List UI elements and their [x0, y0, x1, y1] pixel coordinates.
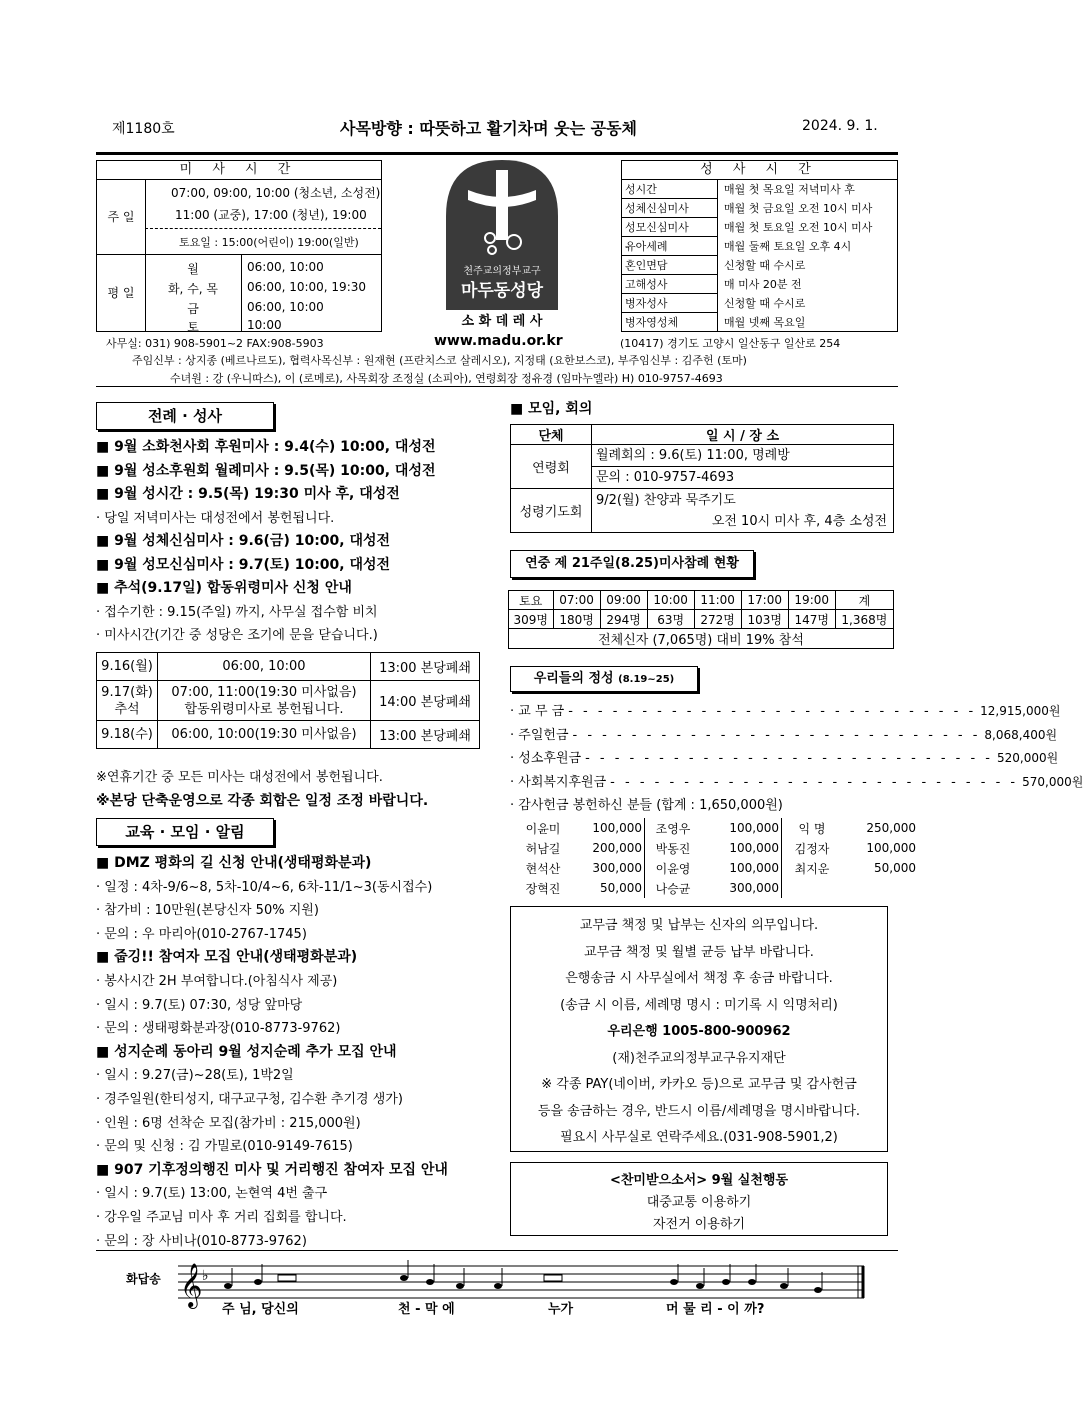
patron-saint: 소 화 데 레 사	[461, 314, 543, 329]
donor-name: 박동진	[655, 841, 691, 856]
notice-line: 필요시 사무실로 연락주세요.(031-908-5901,2)	[560, 1130, 838, 1145]
attendance-head: 11:00	[694, 591, 741, 610]
psalm-lyric-3: 누가	[548, 1302, 574, 1317]
church-address: (10417) 경기도 고양시 일산동구 일산로 254	[620, 337, 841, 350]
offering-list	[510, 700, 1083, 794]
donor-name: 나승균	[655, 881, 691, 896]
meetings-head-schedule: 일 시 / 장 소	[592, 425, 894, 445]
chuseok-mass-table	[96, 652, 480, 749]
offering-dashes: - - - - - - - - - - - - - - - - - - - - - - - - - - - -	[610, 774, 1019, 790]
list-item: · 문의 : 장 사비나(010-8773-9762)	[96, 1233, 307, 1249]
attendance-head-row	[509, 591, 894, 610]
footer-rule	[96, 1250, 898, 1251]
weekday-day-2: 화, 수, 목	[167, 282, 219, 296]
offering-row	[510, 724, 1058, 748]
sacrament-desc: 매 미사 20분 전	[724, 278, 802, 291]
notice-line: (송금 시 이름, 세례명 명시 : 미기록 시 익명처리)	[560, 997, 838, 1013]
donor-name: 최지운	[794, 861, 830, 876]
psalm-label: 화답송	[126, 1272, 161, 1286]
list-item: · 일시 : 9.27(금)~28(토), 1박2일	[96, 1068, 294, 1084]
donor-amount: 100,000	[570, 818, 645, 838]
chuseok-close: 13:00 본당폐쇄	[371, 721, 480, 749]
sacrament-name: 성체신심미사	[622, 199, 718, 218]
laudato-si-action-1: 대중교통 이용하기	[646, 1195, 752, 1210]
donor-table	[516, 818, 918, 898]
attendance-value: 294명	[600, 610, 647, 629]
meetings-table	[510, 424, 894, 533]
list-item: · 일시 : 9.7(토) 07:30, 성당 앞마당	[96, 997, 303, 1013]
psalm-lyric-4: 머 물 리 - 이 까?	[666, 1302, 765, 1317]
contact-rule	[96, 386, 898, 387]
sacrament-row	[622, 180, 897, 199]
attendance-table	[508, 590, 894, 649]
sacrament-desc: 매월 첫 목요일 저녁미사 후	[724, 183, 855, 196]
donor-amount: 100,000	[701, 838, 782, 858]
donor-name: 이윤영	[655, 861, 691, 876]
donor-amount: 200,000	[570, 838, 645, 858]
donor-amount: 50,000	[570, 878, 645, 898]
donor-amount: 50,000	[874, 861, 916, 875]
chuseok-day: 9.17(화) 추석	[97, 681, 158, 721]
notice-line: 우리은행 1005-800-900962	[607, 1024, 791, 1039]
thanks-offering-line: · 감사헌금 봉헌하신 분들 (합계 : 1,650,000원)	[510, 798, 783, 813]
meetings-title: ■ 모임, 회의	[510, 401, 593, 417]
meeting-1-line-2: 문의 : 010-9757-4693	[596, 470, 735, 485]
liturgy-section-heading: 전례 · 성사	[96, 402, 274, 430]
list-item: ■ 성지순례 동아리 9월 성지순례 추가 모집 안내	[96, 1043, 397, 1060]
table-row	[97, 653, 480, 681]
attendance-total-row	[509, 629, 894, 649]
weekday-day-1: 월	[187, 262, 199, 276]
weekday-label: 평 일	[97, 254, 146, 332]
donor-name: 조영우	[655, 821, 691, 836]
list-item: · 미사시간(기간 중 성당은 조기에 문을 닫습니다.)	[96, 628, 378, 643]
offering-dashes: - - - - - - - - - - - - - - - - - - - - - - - - - - - -	[572, 727, 981, 743]
website-link[interactable]: www.madu.or.kr	[434, 333, 563, 349]
list-item: · 참가비 : 10만원(본당신자 50% 지원)	[96, 903, 319, 919]
notice-line: 등을 송금하는 경우, 반드시 이름/세례명을 명시바랍니다.	[537, 1103, 861, 1119]
donor-name: 김정자	[794, 841, 830, 856]
list-item: · 당일 저녁미사는 대성전에서 봉헌됩니다.	[96, 510, 335, 526]
donor-name: 장혁진	[525, 881, 561, 896]
weekday-time-1: 06:00, 10:00	[247, 260, 324, 274]
sacrament-desc: 매월 첫 금요일 오전 10시 미사	[724, 202, 873, 215]
mass-times-title: 미 사 시 간	[97, 161, 381, 180]
liturgy-items	[96, 436, 496, 648]
chuseok-mass-time: 07:00, 11:00(19:30 미사없음)	[171, 684, 357, 700]
donor-name: 현석산	[525, 861, 561, 876]
donor-amount: 300,000	[701, 878, 782, 898]
chuseok-mass-time: 06:00, 10:00	[222, 659, 306, 674]
chuseok-mass	[158, 721, 371, 749]
offering-amount: 520,000원	[996, 751, 1059, 765]
chuseok-day: 9.16(월)	[97, 653, 158, 681]
sunday-line-2: 11:00 (교중), 17:00 (청년), 19:00	[175, 208, 367, 222]
chuseok-close: 14:00 본당폐쇄	[371, 681, 480, 721]
sacrament-name: 성모신심미사	[622, 218, 718, 237]
donor-name: 이윤미	[525, 821, 561, 836]
attendance-value: 147명	[788, 610, 835, 629]
sisters-line: 수녀원 : 강 (우니따스), 이 (로메로), 사목회장 조정실 (소피아), 연령회장 정유경 (임마누엘라) H) 010-9757-4693	[170, 372, 723, 385]
meeting-1-line-1: 월례회의 : 9.6(토) 11:00, 명례방	[592, 445, 893, 467]
laudato-si-box	[510, 1162, 888, 1236]
weekday-time-4: 10:00	[247, 318, 282, 332]
church-logo	[446, 160, 558, 310]
attendance-value: 309명	[509, 610, 554, 629]
list-item: · 인원 : 6명 선착순 모집(참가비 : 215,000원)	[96, 1115, 361, 1131]
offering-name: · 성소후원금	[510, 751, 582, 766]
sunday-label: 주 일	[97, 180, 146, 255]
list-item: ■ 9월 성소후원회 월례미사 : 9.5(목) 10:00, 대성전	[96, 462, 436, 479]
meeting-group-1: 연령회	[511, 445, 592, 489]
education-section-heading: 교육 · 모임 · 알림	[96, 818, 274, 846]
attendance-head: 07:00	[553, 591, 600, 610]
priests-line: 주임신부 : 상지종 (베르나르도), 협력사목신부 : 원재현 (프란치스코 살레시오), 지정태 (요한보스코), 부주임신부 : 김주헌 (토마)	[132, 354, 747, 367]
table-row	[516, 818, 918, 838]
list-item: · 접수기한 : 9.15(주일) 까지, 사무실 접수함 비치	[96, 604, 378, 620]
list-item: ■ 9월 소화천사회 후원미사 : 9.4(수) 10:00, 대성전	[96, 439, 436, 455]
weekday-day-3: 금	[187, 302, 199, 316]
table-row	[97, 681, 480, 721]
donor-name: 허남길	[525, 841, 561, 856]
attendance-value: 103명	[741, 610, 788, 629]
offering-period: (8.19~25)	[618, 674, 675, 685]
laudato-si-action-2: 자전거 이용하기	[652, 1217, 746, 1232]
notice-line: 교무금 책정 및 월별 균등 납부 바랍니다.	[584, 944, 814, 960]
donor-amount: 300,000	[570, 858, 645, 878]
sacrament-desc: 신청할 때 수시로	[724, 297, 806, 310]
attendance-value-row	[509, 610, 894, 629]
list-item: ■ 추석(9.17일) 합동위령미사 신청 안내	[96, 580, 352, 596]
sacrament-row	[622, 294, 897, 313]
attendance-head: 계	[835, 591, 893, 610]
offering-row	[510, 771, 1083, 795]
sacrament-rows	[622, 180, 897, 332]
list-item: · 봉사시간 2H 부여합니다.(아침식사 제공)	[96, 973, 338, 989]
chuseok-mass-note: 합동위령미사로 봉헌됩니다.	[184, 701, 344, 717]
list-item: · 문의 : 우 마리아(010-2767-1745)	[96, 926, 307, 942]
offering-row	[510, 700, 1061, 724]
list-item: ■ 9월 성체신심미사 : 9.6(금) 10:00, 대성전	[96, 533, 391, 549]
attendance-value: 63명	[647, 610, 694, 629]
list-item: ■ DMZ 평화의 길 신청 안내(생태평화분과)	[96, 855, 372, 871]
table-row	[516, 858, 918, 878]
weekday-time-2: 06:00, 10:00, 19:30	[247, 280, 367, 294]
notice-line: (재)천주교의정부교구유지재단	[612, 1050, 786, 1066]
sacrament-title: 성 사 시 간	[622, 161, 897, 180]
sacrament-desc: 매월 둘째 토요일 오후 4시	[724, 240, 852, 253]
sacrament-desc: 신청할 때 수시로	[724, 259, 806, 272]
sacrament-name: 병자영성체	[622, 313, 718, 332]
list-item: ■ 907 기후정의행진 미사 및 거리행진 참여자 모집 안내	[96, 1161, 448, 1178]
offering-dashes: - - - - - - - - - - - - - - - - - - - - - - - - - - - -	[568, 704, 977, 719]
saturday-line: 토요일 : 15:00(어린이) 19:00(일반)	[179, 236, 359, 249]
attendance-value: 1,368명	[835, 610, 893, 629]
meeting-group-2: 성령기도회	[511, 489, 592, 533]
offering-row	[510, 747, 1059, 771]
issue-date: 2024. 9. 1.	[802, 118, 878, 134]
sacrament-name: 유아세례	[622, 237, 718, 256]
attendance-head: 17:00	[741, 591, 788, 610]
donor-amount: 250,000	[866, 821, 916, 835]
chuseok-mass-time: 06:00, 10:00(19:30 미사없음)	[171, 727, 357, 742]
sacrament-row	[622, 313, 897, 332]
meeting-note: ※본당 단축운영으로 각종 회합은 일정 조정 바랍니다.	[96, 793, 429, 809]
sacrament-row	[622, 237, 897, 256]
table-row	[516, 838, 918, 858]
offering-dashes: - - - - - - - - - - - - - - - - - - - - - - - - - - - -	[585, 751, 993, 766]
list-item: ■ 줍깅!! 참여자 모집 안내(생태평화분과)	[96, 949, 358, 966]
sunday-line-1: 07:00, 09:00, 10:00 (청소년, 소성전)	[171, 186, 381, 200]
chuseok-close: 13:00 본당폐쇄	[371, 653, 480, 681]
chuseok-mass	[158, 681, 371, 721]
weekday-day-4: 토	[187, 320, 199, 334]
donor-name	[782, 878, 843, 898]
sacrament-row	[622, 218, 897, 237]
list-item: · 문의 : 생태평화분과장(010-8773-9762)	[96, 1021, 341, 1037]
list-item: ■ 9월 성시간 : 9.5(목) 19:30 미사 후, 대성전	[96, 486, 400, 502]
list-item: · 강우일 주교님 미사 후 거리 집회를 합니다.	[96, 1209, 347, 1225]
donor-amount: 100,000	[701, 818, 782, 838]
meeting-2-line-1: 9/2(월) 찬양과 묵주기도	[596, 492, 736, 508]
donor-name: 익 명	[798, 821, 826, 836]
laudato-si-title: <찬미받으소서> 9월 실천행동	[609, 1173, 789, 1188]
diocese-name: 천주교의정부교구	[463, 266, 541, 277]
attendance-head: 19:00	[788, 591, 835, 610]
notice-line: 교무금 책정 및 납부는 신자의 의무입니다.	[579, 918, 819, 933]
offering-amount: 8,068,400원	[984, 727, 1058, 742]
sacrament-name: 고해성사	[622, 275, 718, 294]
psalm-lyric-2: 천 - 막 에	[398, 1302, 455, 1317]
notice-line: ※ 각종 PAY(네이버, 카카오 등)으로 교무금 및 감사헌금	[541, 1077, 857, 1092]
offering-heading	[510, 666, 698, 692]
sacrament-name: 혼인면담	[622, 256, 718, 275]
svg-text:♭: ♭	[202, 1268, 209, 1284]
mass-times-box	[96, 160, 382, 332]
attendance-total: 전체신자 (7,065명) 대비 19% 참석	[509, 629, 894, 649]
notice-line: 은행송금 시 사무실에서 책정 후 송금 바랍니다.	[565, 971, 833, 986]
attendance-value: 180명	[553, 610, 600, 629]
table-row	[97, 721, 480, 749]
sacrament-name: 성시간	[622, 180, 718, 199]
sacrament-row	[622, 256, 897, 275]
education-items	[96, 852, 506, 1253]
offering-name: · 사회복지후원금	[510, 774, 607, 790]
sacrament-times-box	[621, 160, 898, 332]
attendance-value: 272명	[694, 610, 741, 629]
donor-amount: 100,000	[866, 841, 916, 855]
attendance-head: 09:00	[600, 591, 647, 610]
attendance-heading: 연중 제 21주일(8.25)미사참례 현황	[510, 550, 754, 578]
psalm-lyric-1: 주 님, 당신의	[222, 1302, 299, 1317]
issue-number: 제1180호	[112, 121, 175, 137]
list-item: ■ 9월 성모신심미사 : 9.7(토) 10:00, 대성전	[96, 556, 391, 573]
sacrament-row	[622, 199, 897, 218]
chuseok-mass	[158, 653, 371, 681]
table-row	[516, 878, 918, 898]
attendance-head: 10:00	[647, 591, 694, 610]
offering-name: · 주일헌금	[510, 727, 569, 743]
offering-amount: 12,915,000원	[980, 704, 1061, 718]
attendance-head: 토요	[509, 591, 554, 610]
offering-amount: 570,000원	[1022, 774, 1083, 789]
sacrament-name: 병자성사	[622, 294, 718, 313]
donor-amount	[842, 878, 918, 898]
chuseok-day: 9.18(수)	[97, 721, 158, 749]
meeting-2-line-2: 오전 10시 미사 후, 4층 소성전	[711, 513, 887, 529]
list-item: · 일시 : 9.7(토) 13:00, 논현역 4번 출구	[96, 1186, 328, 1202]
meetings-head-group: 단체	[511, 425, 592, 445]
list-item: · 문의 및 신청 : 김 가밀로(010-9149-7615)	[96, 1139, 353, 1155]
donor-amount: 100,000	[701, 858, 782, 878]
offering-title: 우리들의 정성	[533, 671, 614, 686]
sacrament-desc: 매월 첫 토요일 오전 10시 미사	[724, 221, 873, 234]
holiday-note: ※연휴기간 중 모든 미사는 대성전에서 봉헌됩니다.	[96, 770, 383, 785]
header-rule	[96, 152, 898, 155]
contribution-notice	[510, 906, 888, 1152]
svg-text:𝄞: 𝄞	[180, 1263, 203, 1307]
pastoral-motto: 사목방향 : 따뜻하고 활기차며 웃는 공동체	[340, 119, 638, 138]
list-item: · 일정 : 4차-9/6~8, 5차-10/4~6, 6차-11/1~3(동시접수)	[96, 879, 433, 895]
offering-name: · 교 무 금	[510, 704, 565, 719]
sacrament-row	[622, 275, 897, 294]
list-item: · 경주일원(한티성지, 대구교구청, 김수환 추기경 생가)	[96, 1091, 403, 1107]
sacrament-desc: 매월 넷째 목요일	[724, 316, 806, 329]
church-name: 마두동성당	[460, 281, 544, 301]
weekday-time-3: 06:00, 10:00	[247, 300, 324, 314]
office-contact: 사무실: 031) 908-5901~2 FAX:908-5903	[106, 337, 324, 350]
